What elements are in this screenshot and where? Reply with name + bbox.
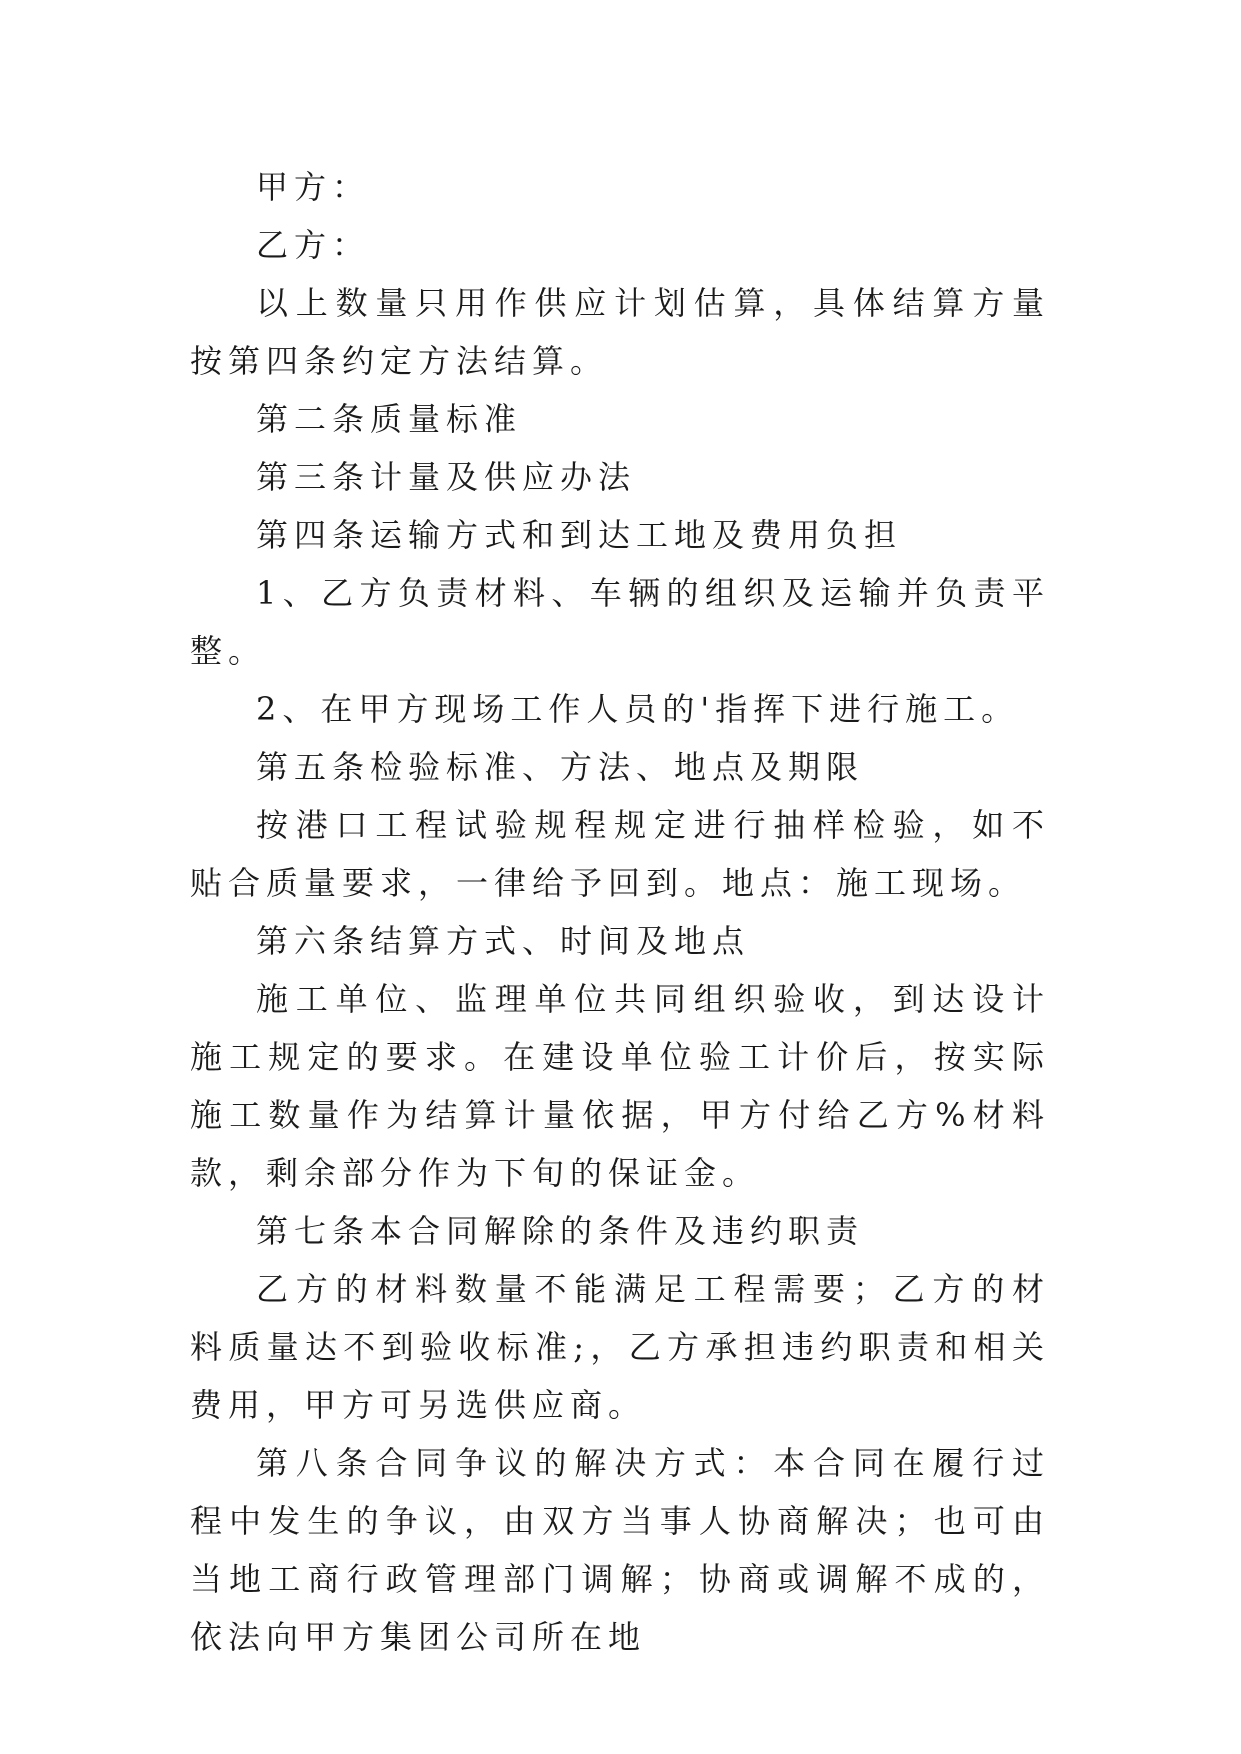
article-6-body: 施工单位、监理单位共同组织验收，到达设计施工规定的要求。在建设单位验工计价后，按实际施工数量作为结算计量依据，甲方付给乙方%材料款，剩余部分作为下旬的保证金。 xyxy=(190,980,1050,1192)
article-5-heading: 第五条检验标准、方法、地点及期限 xyxy=(256,748,865,786)
party-b-line: 乙方： xyxy=(256,226,371,264)
article-4-item-1: 1、乙方负责材料、车辆的组织及运输并负责平整。 xyxy=(190,574,1050,670)
article-2-heading: 第二条质量标准 xyxy=(256,400,523,438)
article-5-body: 按港口工程试验规程规定进行抽样检验，如不贴合质量要求，一律给予回到。地点：施工现场。 xyxy=(190,806,1050,902)
article-3-heading: 第三条计量及供应办法 xyxy=(256,458,637,496)
article-7-heading: 第七条本合同解除的条件及违约职责 xyxy=(256,1212,865,1250)
article-4-heading: 第四条运输方式和到达工地及费用负担 xyxy=(256,516,903,554)
article-6-heading: 第六条结算方式、时间及地点 xyxy=(256,922,751,960)
article-4-item-2: 2、在甲方现场工作人员的'指挥下进行施工。 xyxy=(256,690,1020,728)
article-8-paragraph: 第八条合同争议的解决方式：本合同在履行过程中发生的争议，由双方当事人协商解决；也可由当地工商行政管理部门调解；协商或调解不成的，依法向甲方集团公司所在地 xyxy=(190,1444,1050,1656)
quantity-note-paragraph: 以上数量只用作供应计划估算，具体结算方量按第四条约定方法结算。 xyxy=(190,284,1050,380)
article-7-body: 乙方的材料数量不能满足工程需要；乙方的材料质量达不到验收标准;，乙方承担违约职责和相关费用，甲方可另选供应商。 xyxy=(190,1270,1050,1424)
party-a-line: 甲方： xyxy=(256,168,371,206)
document-body xyxy=(190,158,1050,1666)
